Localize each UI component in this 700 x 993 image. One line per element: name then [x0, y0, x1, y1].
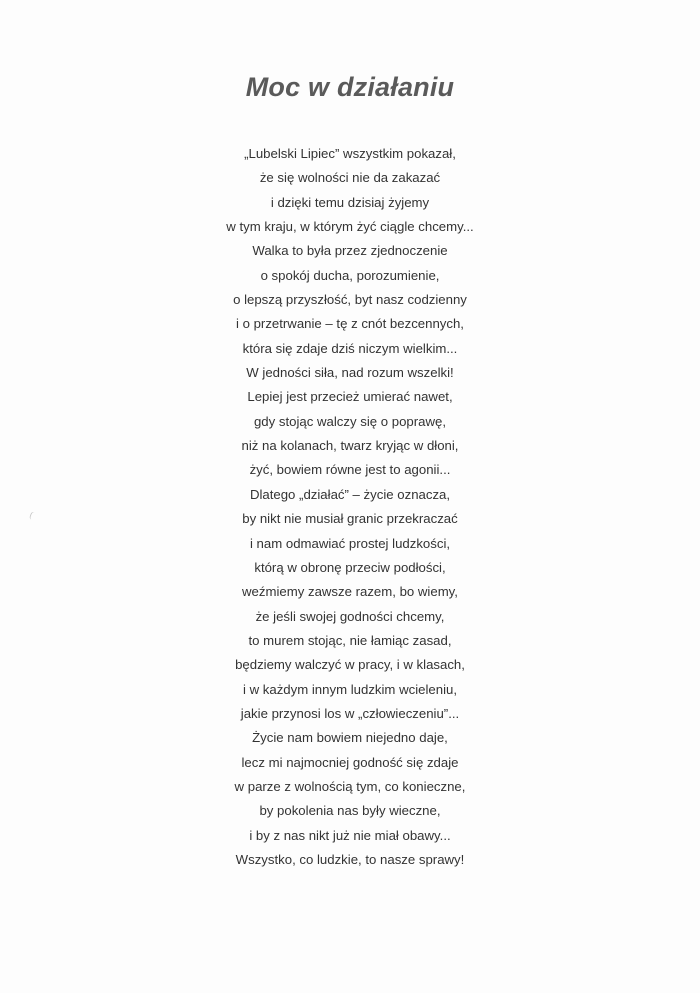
poem-line: Wszystko, co ludzkie, to nasze sprawy!	[235, 851, 465, 867]
poem-line: i nam odmawiać prostej ludzkości,	[249, 535, 451, 551]
poem-line: o lepszą przyszłość, byt nasz codzienny	[233, 292, 467, 308]
poem-line: która się zdaje dziś niczym wielkim...	[242, 340, 458, 356]
poem-body	[0, 142, 700, 872]
poem-line: weźmiemy zawsze razem, bo wiemy,	[242, 584, 458, 600]
poem-line: Życie nam bowiem niejedno daje,	[252, 730, 448, 746]
poem-title: Moc w działaniu	[245, 72, 455, 102]
poem-line: lecz mi najmocniej godność się zdaje	[241, 754, 459, 770]
poem-line: Walka to była przez zjednoczenie	[252, 243, 448, 259]
poem-line: że jeśli swojej godności chcemy,	[255, 608, 445, 624]
poem-line: gdy stojąc walczy się o poprawę,	[253, 413, 447, 429]
poem-line: w parze z wolnością tym, co konieczne,	[234, 778, 466, 794]
poem-line: Lepiej jest przecież umierać nawet,	[247, 389, 453, 405]
poem-line: będziemy walczyć w pracy, i w klasach,	[235, 657, 465, 673]
poem-line: niż na kolanach, twarz kryjąc w dłoni,	[241, 438, 459, 454]
poem-line: i w każdym innym ludzkim wcieleniu,	[243, 681, 457, 697]
poem-line: by nikt nie musiał granic przekraczać	[242, 511, 458, 527]
poem-line: Dlatego „działać” – życie oznacza,	[249, 486, 451, 502]
poem-line: o spokój ducha, porozumienie,	[260, 267, 440, 283]
poem-line: że się wolności nie da zakazać	[259, 170, 441, 186]
poem-line: którą w obronę przeciw podłości,	[254, 559, 446, 575]
poem-line: to murem stojąc, nie łamiąc zasad,	[248, 632, 452, 648]
poem-line: W jedności siła, nad rozum wszelki!	[246, 365, 454, 381]
poem-line: jakie przynosi los w „człowieczeniu”...	[240, 705, 460, 721]
poem-line: w tym kraju, w którym żyć ciągle chcemy...	[226, 219, 474, 235]
poem-line: „Lubelski Lipiec” wszystkim pokazał,	[244, 146, 456, 161]
poem-line: i by z nas nikt już nie miał obawy...	[249, 827, 451, 843]
poem-line: by pokolenia nas były wieczne,	[259, 803, 441, 819]
poem-line: i dzięki temu dzisiaj żyjemy	[270, 194, 430, 210]
poem-line: żyć, bowiem równe jest to agonii...	[249, 462, 451, 478]
poem-line: i o przetrwanie – tę z cnót bezcennych,	[236, 316, 464, 332]
